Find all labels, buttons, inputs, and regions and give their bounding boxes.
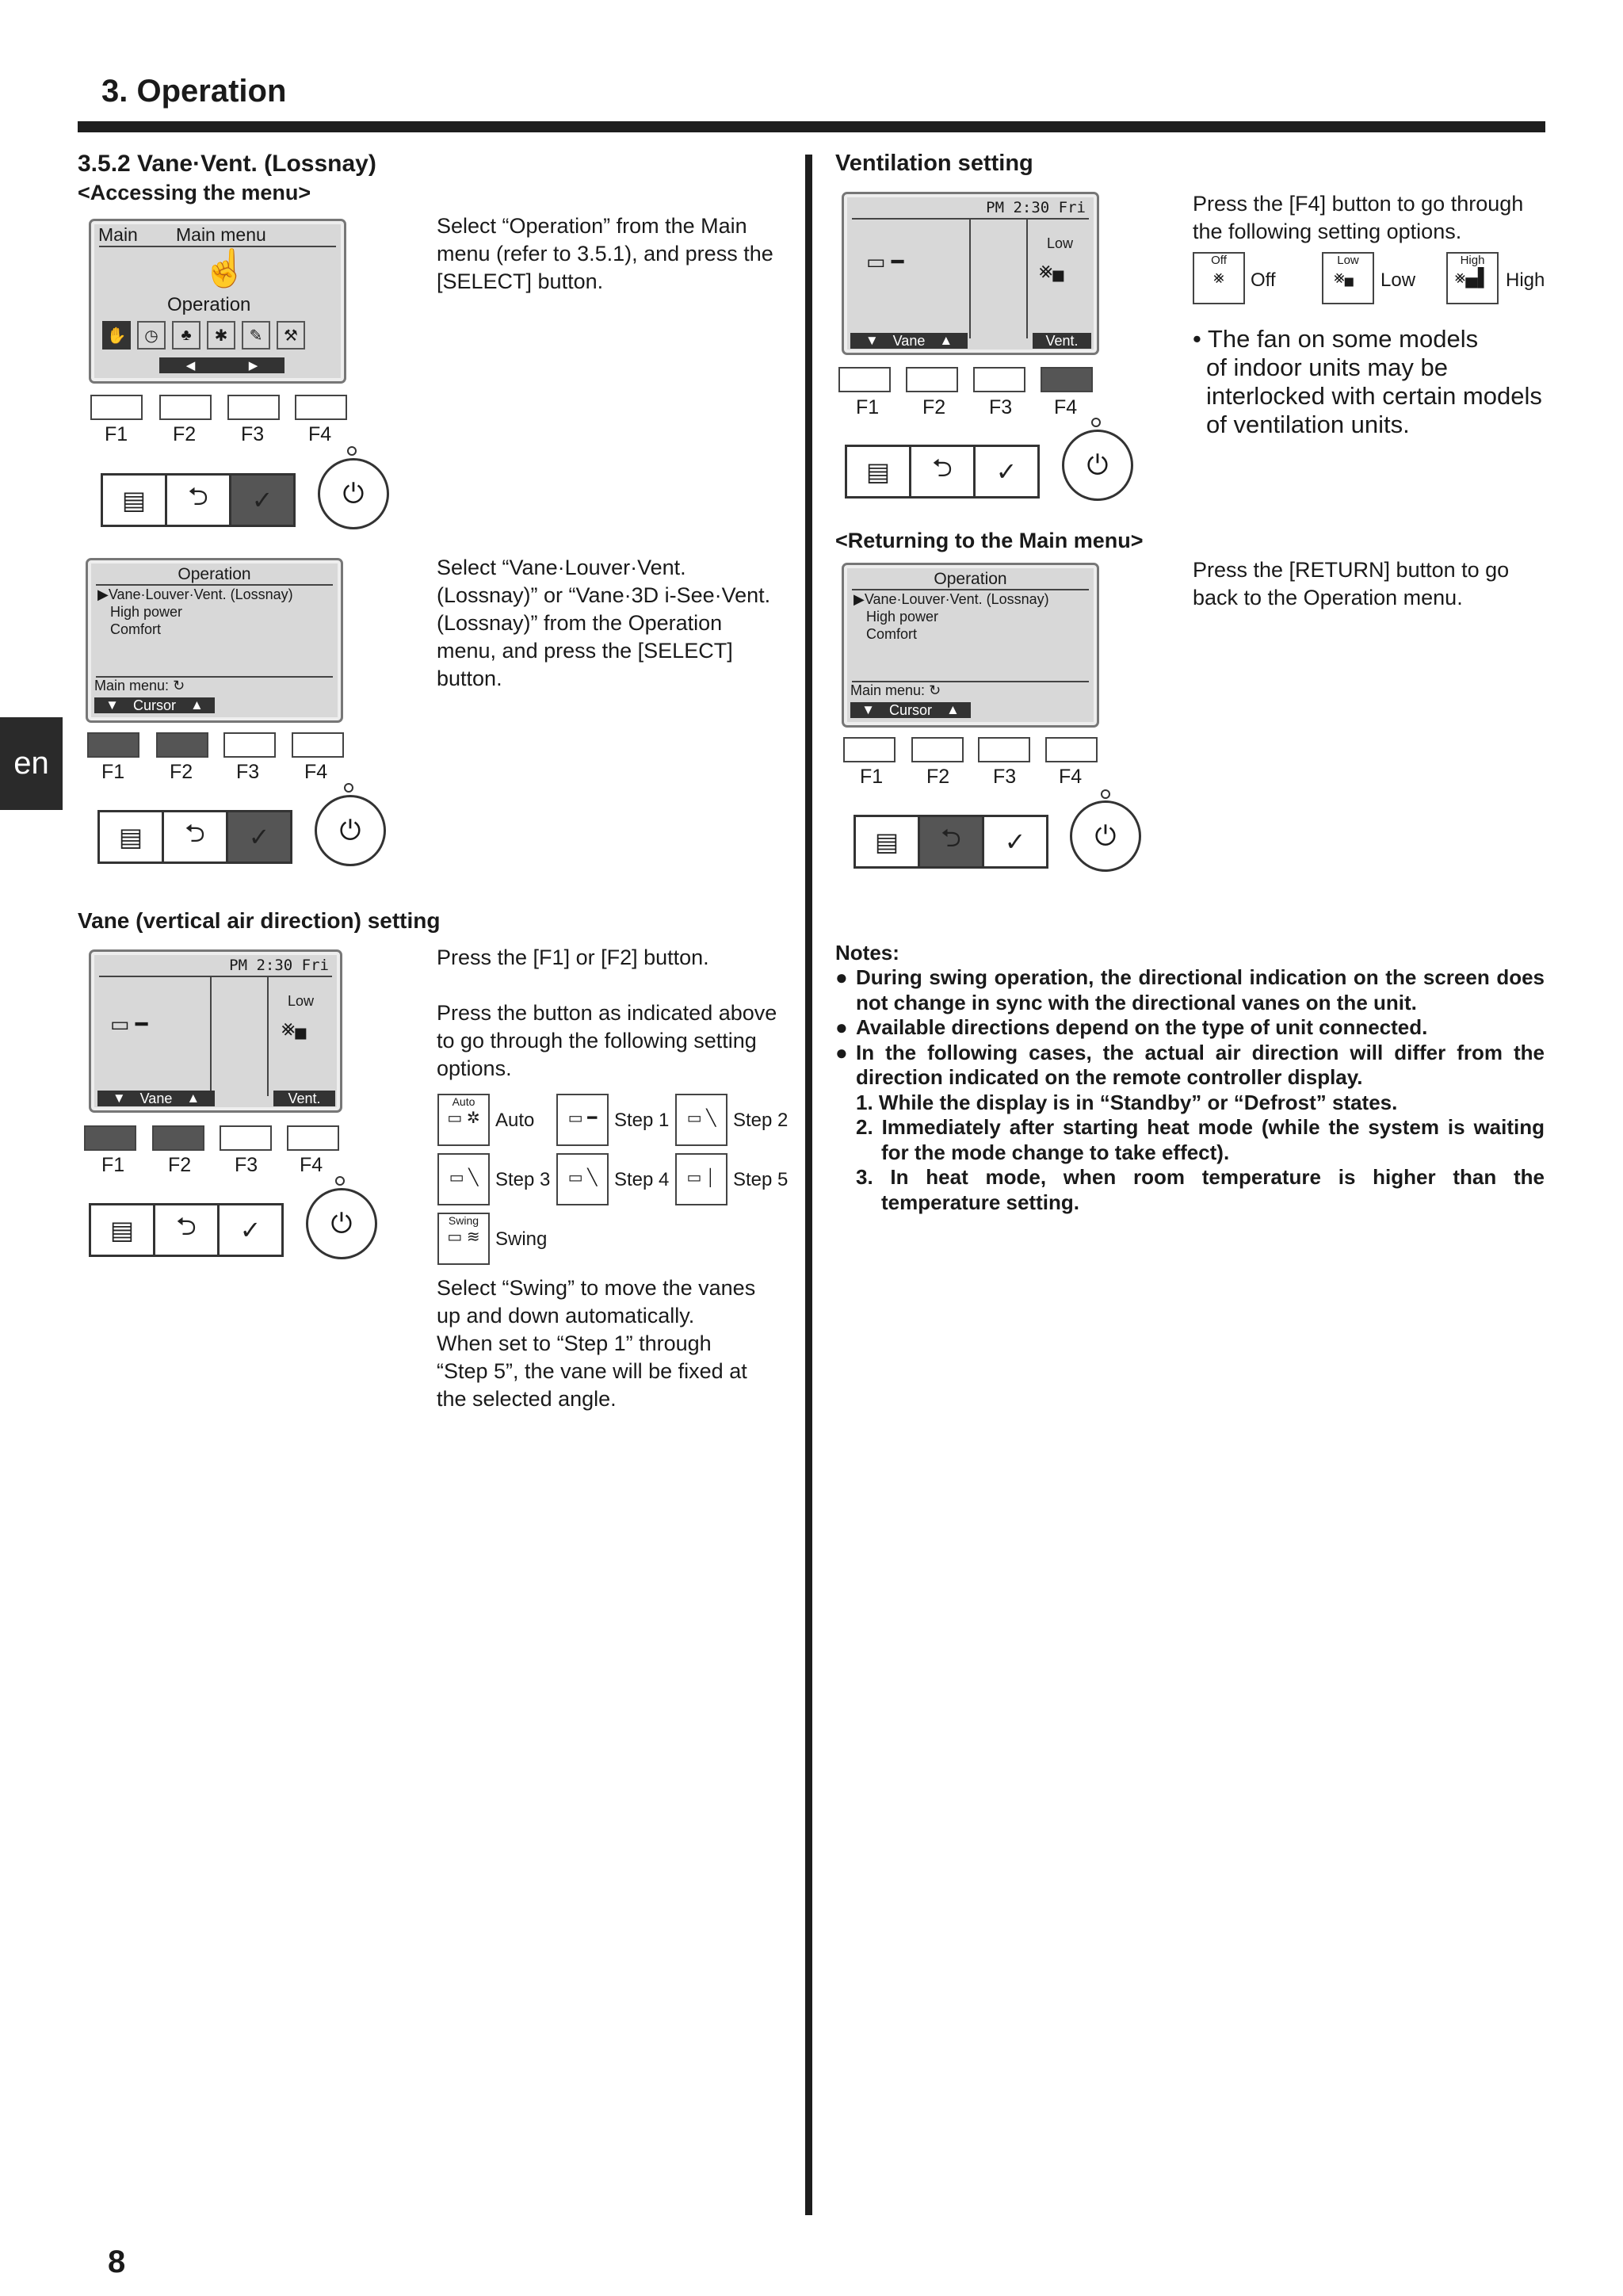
ventilation-fan-icon: ⨳▖: [281, 1015, 318, 1040]
vane-text3-line: up and down automatically.: [437, 1304, 695, 1328]
cursor-label: Cursor: [888, 701, 932, 718]
return-text-line: Press the [RETURN] button to go: [1193, 558, 1510, 582]
return-button[interactable]: [165, 473, 231, 527]
vane-title: Vane (vertical air direction) setting: [78, 908, 441, 933]
note-item: ● In the following cases, the actual air direction will differ from the direction indicated on the remote controller display.: [835, 1040, 1545, 1089]
vane-label: Vane: [892, 332, 926, 349]
service-icon: ✎: [242, 321, 270, 350]
f2-label: F2: [926, 766, 950, 788]
menu-button[interactable]: [845, 445, 911, 499]
section-title: 3.5.2 Vane·Vent. (Lossnay): [78, 151, 376, 177]
vane-text3-line: the selected angle.: [437, 1387, 617, 1411]
menu-item-comfort[interactable]: Comfort: [866, 626, 918, 642]
f4-label: F4: [300, 1154, 323, 1176]
up-triangle-icon: ▲: [946, 702, 960, 717]
page-header-title: 3. Operation: [101, 74, 287, 109]
f2-label: F2: [170, 761, 193, 783]
vane-text3-line: When set to “Step 1” through: [437, 1331, 712, 1355]
check-icon: ✓: [248, 823, 270, 851]
vent-option-off-icon: Off ⨳: [1193, 252, 1245, 304]
check-icon: ✓: [239, 1216, 262, 1244]
pointing-hand-icon: ☝: [202, 247, 248, 288]
power-led: [1091, 418, 1101, 427]
power-icon: ⏻: [1086, 449, 1109, 480]
vane-option-label: Step 2: [733, 1110, 789, 1131]
vane-option-label: Step 3: [495, 1169, 551, 1190]
f1-key[interactable]: [843, 737, 896, 762]
menu-icon: ▤: [109, 1216, 135, 1244]
f4-label: F4: [308, 423, 332, 445]
option-small-label: Off: [1211, 254, 1227, 267]
f2-key[interactable]: [159, 395, 212, 420]
language-tab: en: [0, 717, 63, 810]
step1-line: Select “Operation” from the Main: [437, 214, 747, 238]
menu-button[interactable]: [97, 810, 164, 864]
vane-option-step3-icon: ▭ ╲: [437, 1153, 490, 1205]
cursor-arrow-icon: ▶: [97, 586, 109, 602]
fan-speed-label: Low: [1047, 235, 1074, 251]
note-item: ● During swing operation, the directional indication on the screen does not change in sync with the directional vanes on the unit.: [835, 965, 1545, 1014]
vane-option-auto-icon: Auto ▭ ✲: [437, 1094, 490, 1146]
vent-title: Ventilation setting: [835, 151, 1033, 176]
menu-button[interactable]: [854, 815, 920, 869]
vent-option-label: Low: [1381, 269, 1416, 291]
return-operation-screen: [842, 563, 1099, 728]
vent-option-low-icon: Low ⨳▖: [1322, 252, 1374, 304]
f4-label: F4: [1059, 766, 1083, 788]
select-button[interactable]: [217, 1203, 284, 1257]
operation-menu-title: Operation: [934, 570, 1007, 588]
step2-line: (Lossnay)” or “Vane·3D i-See·Vent.: [437, 583, 771, 607]
vane-text3: [437, 1274, 755, 1413]
menu-item-label: Vane·Louver·Vent. (Lossnay): [108, 586, 293, 602]
main-menu-hint: [850, 682, 941, 699]
up-triangle-icon: ▲: [939, 333, 953, 348]
menu-item-high-power[interactable]: High power: [110, 604, 183, 620]
vent-bar: [1033, 333, 1091, 349]
f4-label: F4: [304, 761, 328, 783]
f3-key[interactable]: [227, 395, 280, 420]
f3-label: F3: [989, 396, 1013, 418]
return-text: [1193, 556, 1509, 612]
power-led: [335, 1176, 345, 1186]
fan-note-line: interlocked with certain models: [1206, 382, 1542, 410]
check-icon: ✓: [995, 457, 1018, 486]
vane-option-step2-icon: ▭ ╲: [675, 1094, 727, 1146]
fan-speed-label: Low: [288, 993, 315, 1009]
menu-item-vane[interactable]: [97, 586, 293, 603]
operation-menu-title: Operation: [178, 565, 251, 583]
vane-option-label: Step 1: [614, 1110, 670, 1131]
cursor-bar: [850, 702, 971, 718]
operation-menu-list: [97, 586, 293, 638]
screen-time: PM 2:30 Fri: [229, 957, 329, 974]
vane-position-icon: ▭ ━: [110, 1012, 148, 1036]
vane-option-label: Step 4: [614, 1169, 670, 1190]
power-icon: ⏻: [342, 478, 365, 509]
step1-line: [SELECT] button.: [437, 269, 604, 293]
vent-option-label: Off: [1251, 269, 1276, 291]
clock-icon: ◷: [137, 321, 166, 350]
step2-text: [437, 554, 770, 693]
f4-key[interactable]: [295, 395, 347, 420]
menu-item-label: Vane·Louver·Vent. (Lossnay): [864, 591, 1049, 607]
menu-button[interactable]: [101, 473, 167, 527]
note-item: ● Available directions depend on the type of unit connected.: [835, 1015, 1428, 1039]
fan-note-line: of indoor units may be: [1206, 353, 1449, 381]
step2-line: menu, and press the [SELECT]: [437, 639, 733, 663]
f1-key[interactable]: [838, 367, 891, 392]
controller-buttons: [89, 1203, 281, 1257]
f3-key[interactable]: [220, 1125, 272, 1151]
step2-line: Select “Vane·Louver·Vent.: [437, 556, 686, 579]
vent-label: Vent.: [1045, 332, 1079, 349]
notes-list: [835, 965, 1545, 1215]
f2-label: F2: [168, 1154, 192, 1176]
f2-label: F2: [922, 396, 946, 418]
subnote-item: 2. Immediately after starting heat mode (while the system is waiting for the mode change to take effect).: [856, 1115, 1545, 1164]
hand-icon: ✋: [102, 321, 131, 350]
gear-icon: ✱: [207, 321, 235, 350]
accessing-title: <Accessing the menu>: [78, 181, 311, 204]
vent-text: [1193, 190, 1523, 246]
power-button[interactable]: [1062, 430, 1133, 501]
subnote-list: [835, 1091, 1545, 1216]
vane-position-icon: ▭ ━: [866, 250, 904, 273]
screen-divider: [969, 220, 971, 338]
screen-main-menu-label: Main menu: [176, 224, 266, 245]
f3-label: F3: [235, 1154, 258, 1176]
page-arrows: [159, 357, 285, 373]
step1-text: [437, 212, 773, 296]
vane-text2: [437, 999, 777, 1083]
vane-option-step5-icon: ▭ │: [675, 1153, 727, 1205]
vent-option-label: High: [1506, 269, 1545, 291]
power-led: [347, 446, 357, 456]
return-icon: ⮌: [188, 482, 208, 510]
note-text: In the following cases, the actual air direction will differ from the direction indicated on the remote controller display.: [856, 1040, 1545, 1089]
cursor-arrow-icon: ▶: [854, 591, 865, 607]
subnote-item: 1. While the display is in “Standby” or “Defrost” states.: [856, 1090, 1398, 1114]
vane-text3-line: Select “Swing” to move the vanes: [437, 1276, 756, 1300]
fan-note: [1193, 325, 1542, 439]
notes-title: Notes:: [835, 941, 899, 965]
check-icon: ✓: [1004, 827, 1026, 856]
return-icon: ⮌: [185, 819, 205, 847]
vane-text3-line: “Step 5”, the vane will be fixed at: [437, 1359, 747, 1383]
power-button[interactable]: [318, 458, 389, 529]
vent-text-line: Press the [F4] button to go through: [1193, 192, 1524, 216]
main-menu-hint: [94, 678, 185, 694]
screen-divider: [267, 977, 269, 1096]
f1-label: F1: [105, 423, 128, 445]
return-button[interactable]: [162, 810, 228, 864]
return-button[interactable]: [153, 1203, 220, 1257]
page-number: 8: [108, 2244, 126, 2279]
f3-label: F3: [993, 766, 1017, 788]
wrench-icon: ⚒: [277, 321, 305, 350]
right-arrow-icon: ▶: [248, 359, 258, 372]
select-button[interactable]: [229, 473, 296, 527]
down-triangle-icon: ▼: [865, 333, 879, 348]
menu-icons-row: [102, 321, 305, 350]
f3-label: F3: [236, 761, 260, 783]
cursor-bar: [94, 697, 215, 713]
main-menu-hint-label: Main menu:: [94, 678, 170, 693]
menu-item-comfort[interactable]: Comfort: [110, 621, 162, 637]
left-arrow-icon: ◀: [185, 359, 196, 372]
menu-icon: ▤: [121, 486, 147, 514]
fan-note-line: of ventilation units.: [1206, 411, 1410, 438]
note-text: During swing operation, the directional indication on the screen does not change in sync with the directional vanes on the unit.: [856, 965, 1545, 1014]
main-menu-screen: [89, 219, 346, 384]
option-small-label: Swing: [448, 1214, 479, 1227]
f2-key[interactable]: [906, 367, 958, 392]
vent-text-line: the following setting options.: [1193, 220, 1462, 243]
subnote-item: 3. In heat mode, when room temperature is higher than the temperature setting.: [856, 1165, 1545, 1214]
select-button[interactable]: [982, 815, 1048, 869]
vane-option-swing-icon: Swing ▭ ≋: [437, 1213, 490, 1265]
f3-key[interactable]: [973, 367, 1025, 392]
vane-option-label: Swing: [495, 1228, 548, 1250]
cursor-label: Cursor: [132, 697, 176, 713]
power-icon: ⏻: [1094, 820, 1117, 851]
screen-tab-main: Main: [98, 224, 138, 245]
f1-key[interactable]: [87, 732, 139, 758]
vane-option-step4-icon: ▭ ╲: [556, 1153, 609, 1205]
vane-text1: Press the [F1] or [F2] button.: [437, 946, 709, 969]
vent-bar: [273, 1091, 335, 1106]
power-icon: ⏻: [339, 815, 361, 846]
f2-label: F2: [173, 423, 197, 445]
f1-label: F1: [856, 396, 880, 418]
power-button[interactable]: [315, 795, 386, 866]
up-triangle-icon: ▲: [186, 1091, 200, 1106]
select-button[interactable]: [973, 445, 1040, 499]
menu-item-high-power[interactable]: High power: [866, 609, 939, 625]
controller-buttons: [845, 445, 1037, 499]
vane-option-label: Step 5: [733, 1169, 789, 1190]
power-button[interactable]: [1070, 800, 1141, 872]
return-text-line: back to the Operation menu.: [1193, 586, 1463, 609]
step1-line: menu (refer to 3.5.1), and press the: [437, 242, 773, 266]
vane-option-label: Auto: [495, 1110, 535, 1131]
power-led: [1101, 789, 1110, 799]
vent-option-high-icon: High ⨳▄▌: [1446, 252, 1499, 304]
header-rule: [78, 121, 1545, 132]
f1-label: F1: [101, 761, 125, 783]
f3-key[interactable]: [978, 737, 1030, 762]
f4-key[interactable]: [1045, 737, 1098, 762]
screen-divider: [1026, 220, 1028, 338]
vent-label: Vent.: [288, 1090, 321, 1106]
step2-line: (Lossnay)” from the Operation: [437, 611, 723, 635]
vane-bar: [850, 333, 968, 349]
menu-icon: ▤: [865, 457, 891, 486]
down-triangle-icon: ▼: [861, 702, 875, 717]
note-text: Available directions depend on the type of unit connected.: [856, 1015, 1428, 1039]
screen-time: PM 2:30 Fri: [986, 199, 1086, 216]
f4-key[interactable]: [292, 732, 344, 758]
f3-key[interactable]: [223, 732, 276, 758]
vent-screen: [842, 192, 1099, 355]
option-small-label: High: [1460, 254, 1485, 267]
return-icon: ⮌: [176, 1212, 197, 1240]
vane-label: Vane: [139, 1090, 173, 1106]
controller-buttons: [854, 815, 1046, 869]
menu-icon: ▤: [874, 827, 899, 856]
f1-key[interactable]: [84, 1125, 136, 1151]
f1-label: F1: [860, 766, 884, 788]
option-small-label: Low: [1337, 254, 1359, 267]
vane-option-step1-icon: ▭ ━: [556, 1094, 609, 1146]
step2-line: button.: [437, 667, 502, 690]
f3-label: F3: [241, 423, 265, 445]
down-triangle-icon: ▼: [105, 697, 119, 712]
operation-menu-screen: [86, 558, 343, 723]
return-icon: ↻: [929, 682, 941, 698]
f4-label: F4: [1054, 396, 1078, 418]
f2-key[interactable]: [156, 732, 208, 758]
vane-text2-line: Press the button as indicated above: [437, 1001, 777, 1025]
menu-icon: ▤: [118, 823, 143, 851]
vane-text2-line: options.: [437, 1056, 512, 1080]
down-triangle-icon: ▼: [112, 1091, 126, 1106]
vane-text2-line: to go through the following setting: [437, 1029, 757, 1052]
controller-buttons: [101, 473, 293, 527]
return-icon: ⮌: [941, 823, 961, 852]
f2-key[interactable]: [152, 1125, 204, 1151]
menu-item-vane[interactable]: [854, 590, 1049, 608]
vane-bar: [97, 1091, 215, 1106]
f4-key[interactable]: [287, 1125, 339, 1151]
power-led: [344, 783, 353, 793]
vane-screen: [89, 949, 342, 1113]
f1-key[interactable]: [90, 395, 143, 420]
screen-operation-label: Operation: [167, 294, 251, 315]
up-triangle-icon: ▲: [190, 697, 204, 712]
return-button[interactable]: [918, 815, 984, 869]
screen-divider: [210, 977, 212, 1096]
tree-icon: ♣: [172, 321, 200, 350]
fan-note-line: • The fan on some models: [1193, 325, 1479, 353]
operation-menu-list: [854, 590, 1049, 643]
return-icon: ⮌: [932, 453, 953, 482]
column-divider: [805, 155, 812, 2215]
return-icon: ↻: [173, 678, 185, 693]
menu-button[interactable]: [89, 1203, 155, 1257]
ventilation-fan-icon: ⨳▖: [1039, 258, 1075, 282]
power-button[interactable]: [306, 1188, 377, 1259]
option-small-label: Auto: [452, 1095, 475, 1108]
controller-buttons: [97, 810, 290, 864]
return-title: <Returning to the Main menu>: [835, 529, 1144, 552]
select-button[interactable]: [226, 810, 292, 864]
main-menu-hint-label: Main menu:: [850, 682, 926, 698]
check-icon: ✓: [251, 486, 273, 514]
power-icon: ⏻: [330, 1208, 353, 1239]
f1-label: F1: [101, 1154, 125, 1176]
return-button[interactable]: [909, 445, 976, 499]
f2-key[interactable]: [911, 737, 964, 762]
f4-key[interactable]: [1041, 367, 1093, 392]
